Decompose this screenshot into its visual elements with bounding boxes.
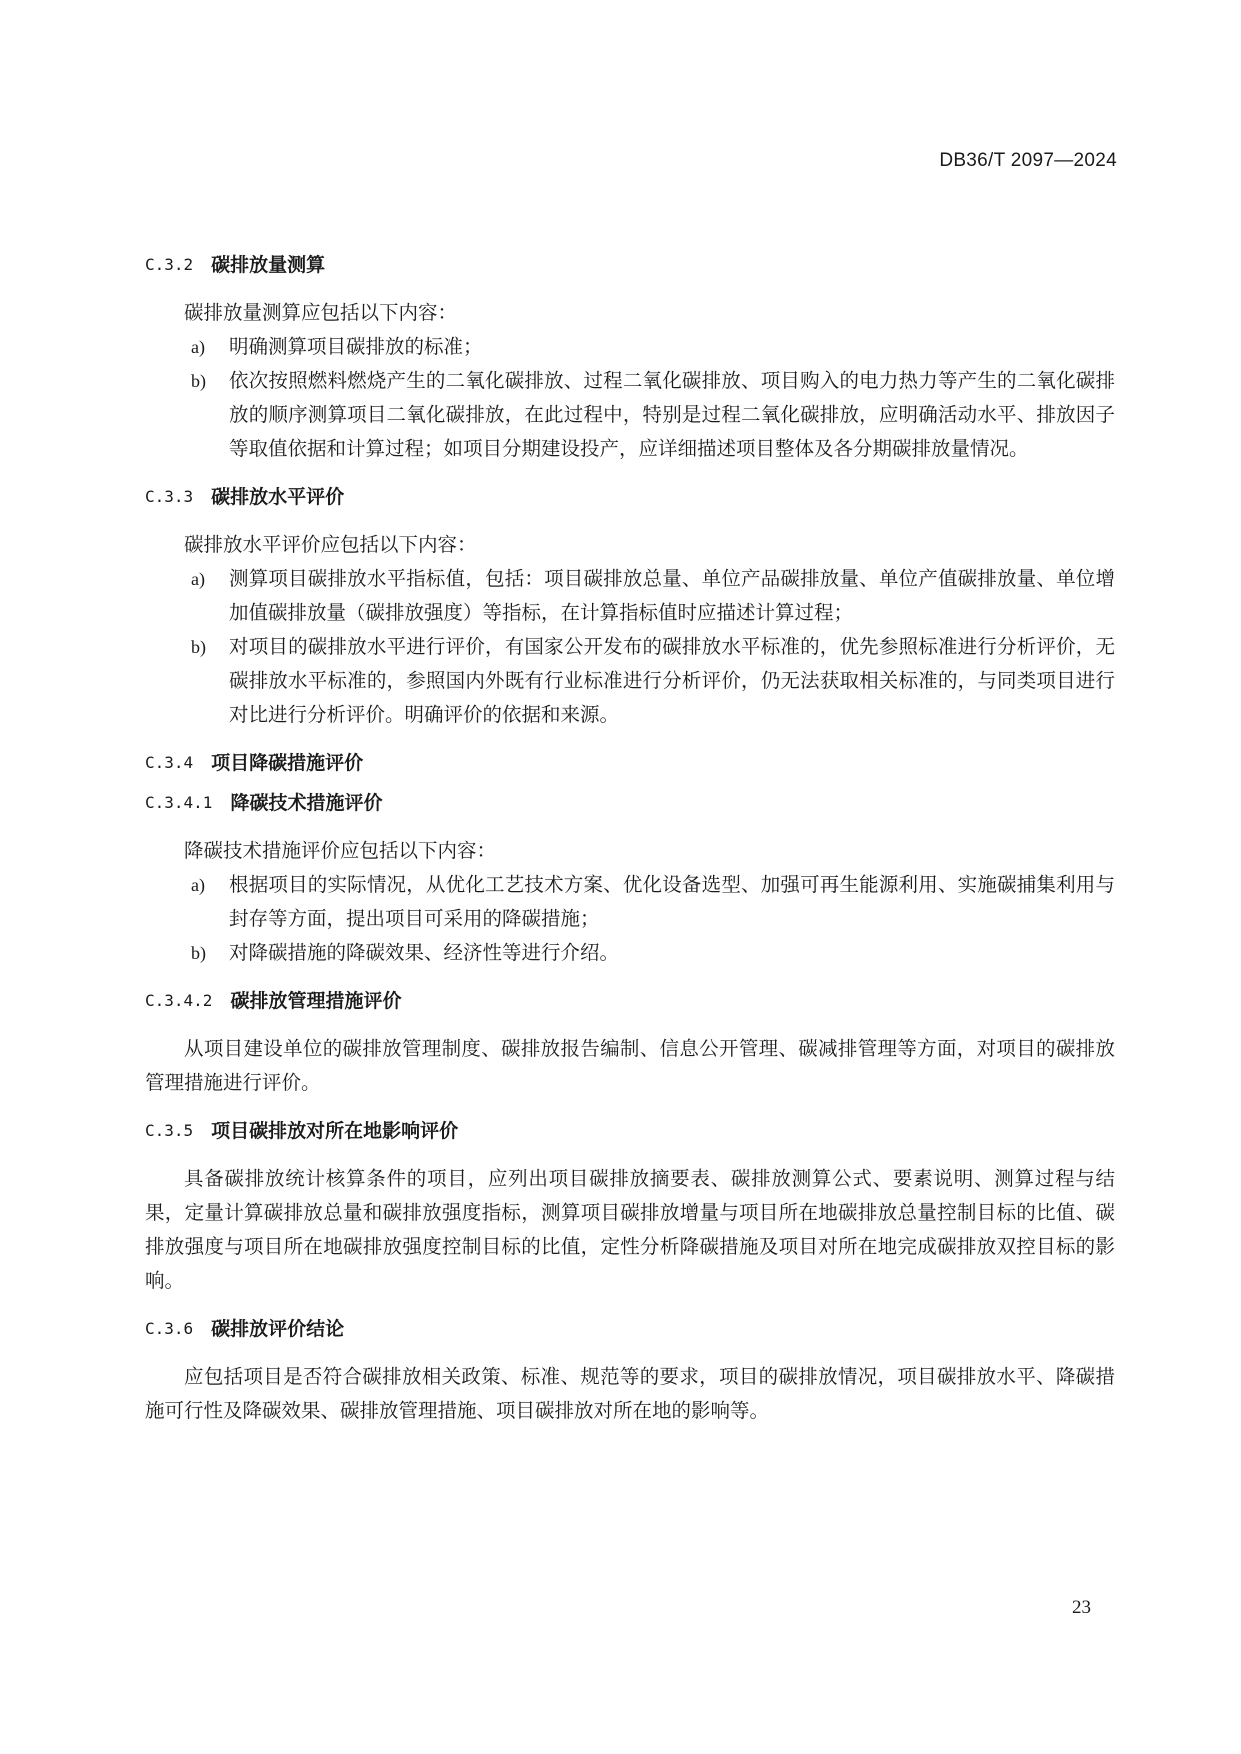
section-intro: 碳排放水平评价应包括以下内容： (184, 533, 477, 556)
list-item-text: 依次按照燃料燃烧产生的二氧化碳排放、过程二氧化碳排放、项目购入的电力热力等产生的二氧化碳排放的顺序测算项目二氧化碳排放，在此过程中，特别是过程二氧化碳排放，应明确活动水平、排放因子等取值依据和计算过程；如项目分期建设投产，应详细描述项目整体及各分期碳排放量情况。 (229, 369, 1115, 460)
list-marker: a) (191, 569, 205, 589)
section-title: 碳排放量测算 (211, 254, 326, 276)
section-number: C.3.2 (145, 255, 194, 274)
section-number: C.3.4.1 (145, 793, 213, 812)
section-title: 碳排放管理措施评价 (230, 990, 402, 1012)
section-heading-c333 (145, 482, 1115, 512)
section-heading-c336 (145, 1314, 1115, 1344)
list-marker: a) (191, 875, 205, 895)
section-number: C.3.4 (145, 753, 194, 772)
section-heading-c3342 (145, 986, 1115, 1016)
list-marker: a) (191, 337, 205, 357)
document-body (145, 250, 1115, 1428)
list-item (145, 562, 1115, 630)
section-title: 项目降碳措施评价 (211, 752, 364, 774)
section-heading-c334 (145, 748, 1115, 778)
section-title: 项目碳排放对所在地影响评价 (211, 1120, 459, 1142)
list-item (145, 364, 1115, 466)
list-item-text: 对降碳措施的降碳效果、经济性等进行介绍。 (229, 941, 620, 964)
section-title: 碳排放评价结论 (211, 1318, 345, 1340)
list-item-text: 明确测算项目碳排放的标准； (229, 335, 483, 358)
section-heading-c335 (145, 1116, 1115, 1146)
section-heading-c332 (145, 250, 1115, 280)
list-item (145, 630, 1115, 732)
section-body: 应包括项目是否符合碳排放相关政策、标准、规范等的要求，项目的碳排放情况，项目碳排放水平、降碳措施可行性及降碳效果、碳排放管理措施、项目碳排放对所在地的影响等。 (145, 1365, 1115, 1422)
section-number: C.3.3 (145, 487, 194, 506)
section-body: 从项目建设单位的碳排放管理制度、碳排放报告编制、信息公开管理、碳减排管理等方面，对项目的碳排放管理措施进行评价。 (145, 1037, 1115, 1094)
section-number: C.3.4.2 (145, 991, 213, 1010)
section-number: C.3.6 (145, 1319, 194, 1338)
list-item-text: 对项目的碳排放水平进行评价，有国家公开发布的碳排放水平标准的，优先参照标准进行分析评价，无碳排放水平标准的，参照国内外既有行业标准进行分析评价，仍无法获取相关标准的，与同类项目进行对比进行分析评价。明确评价的依据和来源。 (229, 635, 1115, 726)
list-marker: b) (191, 371, 206, 391)
section-intro: 碳排放量测算应包括以下内容： (184, 301, 458, 324)
section-heading-c3341 (145, 788, 1115, 818)
list-marker: b) (191, 637, 206, 657)
list-item (145, 868, 1115, 936)
list-item (145, 330, 1115, 364)
section-title: 碳排放水平评价 (211, 486, 345, 508)
section-number: C.3.5 (145, 1121, 194, 1140)
list-marker: b) (191, 943, 206, 963)
list-item (145, 936, 1115, 970)
page-number: 23 (1072, 1597, 1091, 1618)
document-code: DB36/T 2097—2024 (939, 150, 1117, 171)
section-body: 具备碳排放统计核算条件的项目，应列出项目碳排放摘要表、碳排放测算公式、要素说明、测算过程与结果，定量计算碳排放总量和碳排放强度指标，测算项目碳排放增量与项目所在地碳排放总量控制目标的比值、碳排放强度与项目所在地碳排放强度控制目标的比值，定性分析降碳措施及项目对所在地完成碳排放双控目标的影响。 (145, 1167, 1115, 1292)
section-intro: 降碳技术措施评价应包括以下内容： (184, 839, 497, 862)
list-item-text: 测算项目碳排放水平指标值，包括：项目碳排放总量、单位产品碳排放量、单位产值碳排放量、单位增加值碳排放量（碳排放强度）等指标，在计算指标值时应描述计算过程； (229, 567, 1115, 624)
list-item-text: 根据项目的实际情况，从优化工艺技术方案、优化设备选型、加强可再生能源利用、实施碳捕集利用与封存等方面，提出项目可采用的降碳措施； (229, 873, 1115, 930)
section-title: 降碳技术措施评价 (230, 792, 383, 814)
